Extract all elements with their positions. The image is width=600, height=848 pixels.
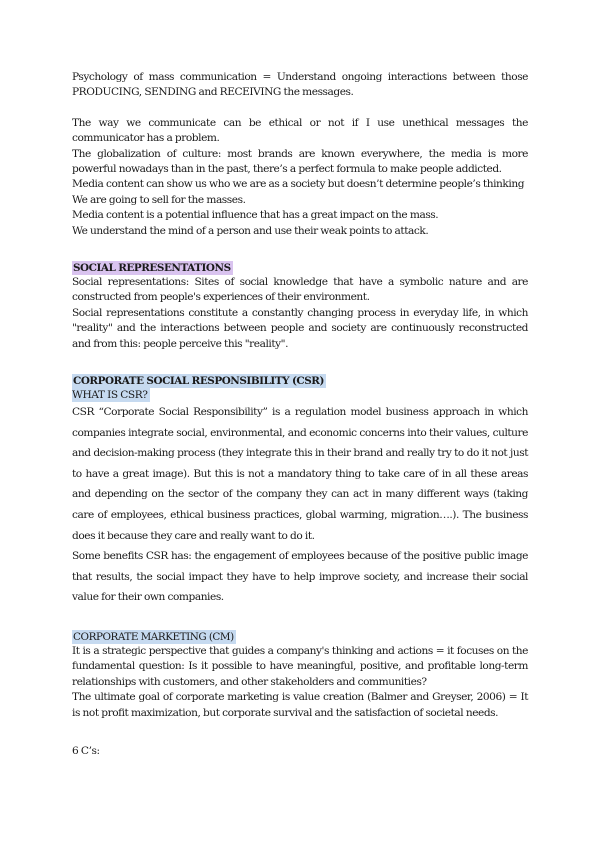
cm-paragraph-1: It is a strategic perspective that guides a company's thinking and actions = it focuses on the fundamental question: Is it possible to have meaningful, positive, and profitable long-term relationships with customers, and other stakeholders and communities? — [72, 645, 528, 688]
section-heading-corporate-marketing: CORPORATE MARKETING (CM) — [73, 631, 234, 644]
section-heading-csr: CORPORATE SOCIAL RESPONSIBILITY (CSR) — [73, 375, 324, 388]
section-heading-social-representations: SOCIAL REPRESENTATIONS — [73, 262, 231, 275]
social-representations-section — [72, 261, 528, 352]
intro-line-ethics: The way we communicate can be ethical or not if I use unethical messages the communicator has a problem. — [72, 116, 528, 145]
intro-line-globalization: The globalization of culture: most brands are known everywhere, the media is more powerful nowadays than in the past, there’s a perfect formula to make people addicted. — [72, 147, 528, 176]
social-paragraph-2: Social representations constitute a constantly changing process in everyday life, in which "reality" and the interactions between people and society are continuously reconstructed and from this: people perceive this "reality". — [72, 306, 528, 350]
csr-paragraph-2: Some benefits CSR has: the engagement of employees because of the positive public image that results, the social impact they have to help improve society, and increase their social value for their own companies. — [72, 550, 528, 604]
document-page — [72, 70, 528, 759]
intro-paragraph-mass-communication: Psychology of mass communication = Understand ongoing interactions between those PRODUCING, SENDING and RECEIVING the messages. — [72, 71, 528, 99]
intro-line-media-society: Media content can show us who we are as a society but doesn’t determine people’s thinking — [72, 178, 525, 191]
intro-line-potential-influence: Media content is a potential influence that has a great impact on the mass. — [72, 209, 439, 222]
intro-line-sell-masses: We are going to sell for the masses. — [72, 193, 246, 206]
cm-paragraph-2: The ultimate goal of corporate marketing is value creation (Balmer and Greyser, 2006) = It is not profit maximization, but corporate survival and the satisfaction of societal needs. — [72, 691, 528, 719]
six-cs-label: 6 C’s: — [72, 745, 100, 758]
corporate-marketing-section — [72, 630, 528, 721]
csr-section — [72, 374, 528, 608]
csr-paragraph-1: CSR “Corporate Social Responsibility” is a regulation model business approach in which companies integrate social, environmental, and economic concerns into their values, culture and decision-making process (they integrate this in their brand and really try to do it not just to have a great image). But this is not a mandatory thing to take care of in all these areas and depending on the sector of the company they can act in many different ways (taking care of employees, ethical business practices, global warming, migration….). The business does it because they care and really want to do it. — [72, 406, 528, 542]
intro-line-weak-points: We understand the mind of a person and use their weak points to attack. — [72, 224, 429, 237]
social-paragraph-1: Social representations: Sites of social knowledge that have a symbolic nature and are constructed from people's experiences of their environment. — [72, 276, 528, 304]
subheading-what-is-csr: WHAT IS CSR? — [72, 388, 150, 402]
